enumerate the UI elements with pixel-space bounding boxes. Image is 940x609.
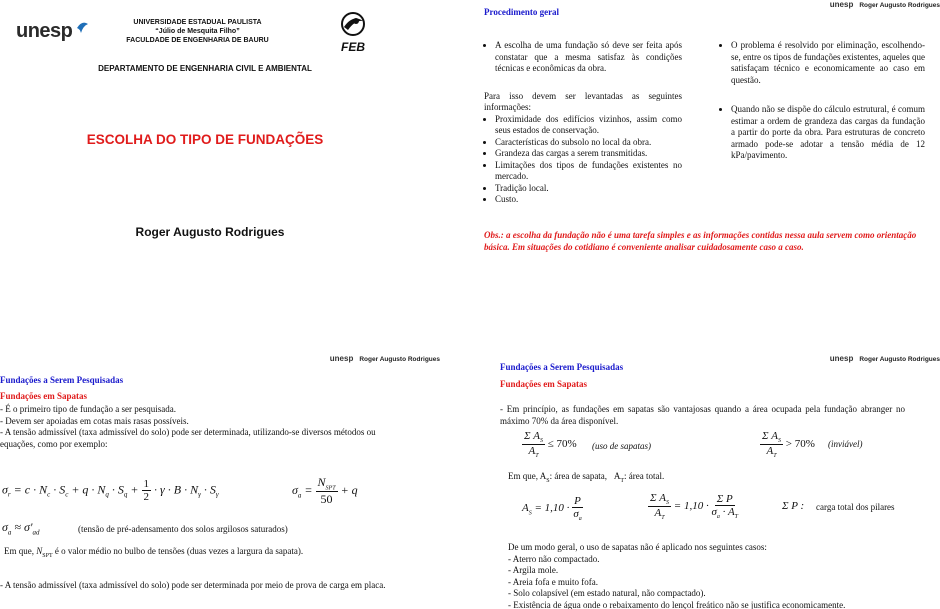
left-bullets <box>484 40 682 75</box>
plate-test-note: - A tensão admissível (taxa admissível do solo) pode ser determinada por meio de prova de carga em placa. <box>0 580 386 590</box>
obs-note: Obs.: a escolha da fundação não é uma tarefa simples e as informações contidas nessa aula servem como orientação básica. Em situações do cotidiano é conveniente analisar cuidadosamente caso a caso. <box>484 230 917 252</box>
unesp-logo <box>16 20 89 43</box>
slide-header <box>330 354 440 363</box>
header-author: Roger Augusto Rodrigues <box>859 356 940 363</box>
author-name: Roger Augusto Rodrigues <box>135 225 285 239</box>
header-author: Roger Augusto Rodrigues <box>859 2 940 9</box>
unesp-symbol-icon <box>75 20 89 34</box>
right-column <box>720 40 925 162</box>
list-item: • O problema é resolvido por eliminação, escolhendo-se, entre os tipos de fundações existentes, aqueles que satisfaçam técnico e economicamente ao caso em questão. <box>731 40 925 86</box>
nspt-explanation <box>4 546 424 562</box>
header-author: Roger Augusto Rodrigues <box>359 356 440 363</box>
list-item: • A escolha de uma fundação só deve ser feita após constatar que a mesma satisfaz às condições técnicas e econômicas da obra. <box>495 40 682 75</box>
condition-operator: ≤ 70% <box>547 438 577 451</box>
list-item: • Grandeza das cargas a serem transmitidas. <box>495 148 682 160</box>
info-list <box>484 114 682 206</box>
list-item: • Características do subsolo no local da obra. <box>495 137 682 149</box>
bearing-capacity-formula: $\sigma_r = c \cdot N_c \cdot S_c + q \cdot N_q \cdot S_q$ + $\frac{1}{2}$ · $\gamma \cdot B \cdot N_\gamma \cdot S_\gamma$ <box>2 478 219 503</box>
text-line: : área de sapata, <box>549 471 608 481</box>
list-item: • Proximidade dos edifícios vizinhos, assim como seus estados de conservação. <box>495 114 682 137</box>
text-line: - Devem ser apoiadas em cotas mais rasas possíveis. <box>0 415 189 426</box>
text-line: Em que, A <box>508 471 547 481</box>
header-logo: unesp <box>329 354 354 363</box>
info-intro: Para isso devem ser levantadas as seguintes informações: <box>484 90 682 112</box>
slide-header <box>830 0 940 9</box>
list-item: - Areia fofa e muito fofa. <box>508 576 598 587</box>
list-item: - Existência de água onde o rebaixamento do lençol freático não se justifica economicamente. <box>508 599 846 609</box>
slide-foundations-1 <box>0 350 470 609</box>
feb-logo-text: FEB <box>341 40 365 54</box>
text-line: - É o primeiro tipo de fundação a ser pesquisada. <box>0 404 176 414</box>
left-column <box>484 40 682 206</box>
list-item: - Argila mole. <box>508 565 559 575</box>
list-item: • Quando não se dispõe do cálculo estrutural, é comum estimar a ordem de grandeza das cargas da fundação a partir do porte da obra. Para estruturas de concreto armado pode-se adotar a tensão média de 12 kPa/pavimento. <box>731 104 925 162</box>
section-subheading: Fundações em Sapatas <box>500 379 588 389</box>
university-name: UNIVERSIDADE ESTADUAL PAULISTA <box>133 19 262 26</box>
preconsolidation-formula: $\sigma_a \approx \sigma'_{ad}$ <box>2 520 40 537</box>
area-ratio-condition-2: $\frac{\Sigma A_S}{A_T}$ > 70% <box>762 430 815 460</box>
nspt-subscript: SPT <box>42 552 53 559</box>
header-logo: unesp <box>829 354 854 363</box>
section-heading: Procedimento geral <box>484 7 560 17</box>
condition-label: (uso de sapatas) <box>592 441 651 451</box>
list-item: - Aterro não compactado. <box>508 553 600 564</box>
spt-formula: $\sigma_a$ = $\frac{N_{SPT}}{50}$ + q <box>292 475 358 507</box>
load-sum-label: carga total dos pilares <box>816 502 895 512</box>
text-line: : área total. <box>623 471 665 481</box>
text-line: - A tensão admissível (taxa admissível do solo) pode ser determinada, utilizando-se diversos métodos ou equações, como por exemplo: <box>0 427 376 449</box>
slide-procedure <box>470 0 940 300</box>
load-sum-symbol: Σ P : <box>782 500 805 512</box>
slide-title-text: ESCOLHA DO TIPO DE FUNDAÇÕES <box>86 132 324 147</box>
text-line: é o valor médio no bulbo de tensões (duas vezes a largura da sapata). <box>52 546 304 556</box>
text-line: Em que, <box>4 546 37 556</box>
section-heading: Fundações a Serem Pesquisadas <box>0 375 124 385</box>
slide-title <box>0 0 470 300</box>
intro-lines <box>0 404 400 450</box>
area-definitions <box>508 471 664 487</box>
unesp-logo-text: unesp <box>16 20 73 42</box>
header-logo: unesp <box>829 0 854 9</box>
condition-label: (inviável) <box>828 439 863 449</box>
list-item: • Tradição local. <box>495 183 682 195</box>
slide-header <box>830 354 940 363</box>
list-item: • Custo. <box>495 194 682 206</box>
subscript: T <box>620 477 624 484</box>
institution-block <box>120 18 275 45</box>
section-subheading: Fundações em Sapatas <box>0 391 88 401</box>
feb-logo <box>330 12 376 58</box>
area-formula: $A_S = 1,10$ · $\frac{P}{\sigma_a}$ <box>522 495 582 523</box>
nspt-symbol: N <box>36 546 43 556</box>
condition-operator: > 70% <box>785 438 815 451</box>
list-item: - Solo colapsível (em estado natural, não compactado). <box>508 588 706 598</box>
formula-note: (tensão de pré-adensamento dos solos argilosos saturados) <box>78 524 288 534</box>
right-bullets <box>720 40 925 162</box>
feb-emblem-icon <box>336 12 370 36</box>
not-used-intro: De um modo geral, o uso de sapatas não é aplicado nos seguintes casos: <box>508 542 767 552</box>
subscript: S <box>546 477 550 484</box>
faculty-name: FACULDADE DE ENGENHARIA DE BAURU <box>126 37 269 44</box>
intro-paragraph: - Em princípio, as fundações em sapatas são vantajosas quando a área ocupada pela fundação abranger no máximo 70% da área disponível. <box>500 404 905 426</box>
list-item: • Limitações dos tipos de fundações existentes no mercado. <box>495 160 682 183</box>
text-line: A <box>613 471 621 481</box>
not-used-block <box>508 542 928 609</box>
area-ratio-condition-1: $\frac{\Sigma A_S}{A_T}$ ≤ 70% <box>524 430 577 460</box>
campus-name: “Júlio de Mesquita Filho” <box>155 28 240 35</box>
department-name: DEPARTAMENTO DE ENGENHARIA CIVIL E AMBIENTAL <box>98 64 312 73</box>
ratio-formula: $\frac{\Sigma A_S}{A_T}$ = 1,10 · $\frac{\text{Σ P}}{\sigma_a \cdot A_T}$ <box>650 492 739 522</box>
section-heading: Fundações a Serem Pesquisadas <box>500 362 624 372</box>
slide-foundations-2 <box>470 350 940 609</box>
